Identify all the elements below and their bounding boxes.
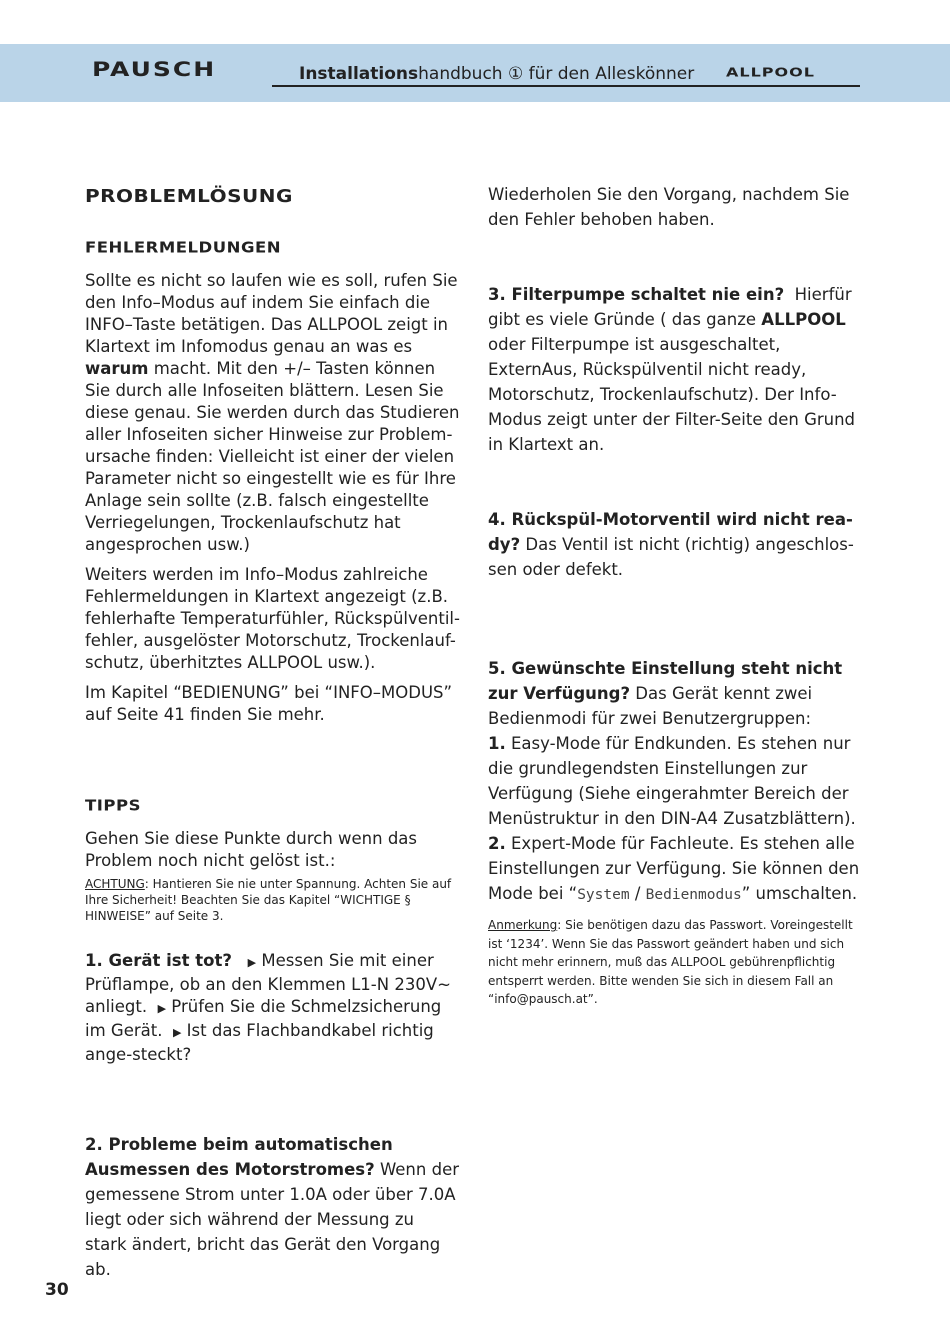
tip-3-title: 3. Filterpumpe schaltet nie ein? [488,285,785,304]
allpool-logo: ALLPOOL [726,65,815,80]
pausch-logo: PAUSCH [92,58,217,81]
menu-path-separator: / [629,884,646,903]
p1-text-b: macht. Mit den +/– Tasten können Sie durch alle Infoseiten blättern. Lesen Sie diese genau. Sie werden durch das Studieren aller Infoseiten sicher Hinweise zur Problem-ursache finden: Vielleicht ist einer der vielen Parameter nicht so eingestellt wie es für Ihre Anlage sein sollte (z.B. falsch eingestellte Verriegelungen, Trockenlaufschutz hat angesprochen usw.) [85,359,460,554]
tip-5-title: 5. Gewünschte Einstellung steht nicht zur Verfügung? [488,659,843,703]
remark-text: : Sie benötigen dazu das Passwort. Voreingestellt ist ‘1234’. Wenn Sie das Passwort geändert haben und sich nicht mehr erinnern, muß das ALLPOOL gebührenpflichtig entsperrt werden. Bitte wenden Sie sich in diesem Fall an “info@pausch.at”. [488,918,853,1006]
tip-2-text: Wenn der gemessene Strom unter 1.0A oder über 7.0A liegt oder sich während der Messung zu stark ändert, bricht das Gerät den Vorgang ab. [85,1160,460,1279]
tip-3-text-a: Hierfür gibt es viele Gründe ( das ganze [488,285,852,329]
header-title [299,64,694,84]
header-title-bold: Installations [299,64,419,84]
header-underline [272,85,860,87]
header-title-rest: handbuch ① für den Alleskönner [418,64,695,84]
tip-4-title: 4. Rückspül-Motorventil wird nicht rea-dy? [488,510,853,554]
subsection-heading-tips: TIPPS [85,796,141,814]
triangle-bullet-icon: ▶ [157,1002,167,1015]
triangle-bullet-icon: ▶ [172,1026,182,1039]
warning-text: : Hantieren Sie nie unter Spannung. Achten Sie auf Ihre Sicherheit! Beachten Sie das Kapitel “WICHTIGE § HINWEISE” auf Seite 3. [85,877,452,923]
remark-label: Anmerkung [488,918,558,932]
page-number: 30 [45,1280,69,1300]
right-column [488,182,863,1009]
tips-intro: Gehen Sie diese Punkte durch wenn das Problem noch nicht gelöst ist.: [85,829,418,870]
tip-item-2 [85,1132,460,1282]
menu-path-system: System [577,887,630,903]
tip-3-bold: ALLPOOL [761,310,846,329]
p1-bold: warum [85,359,149,378]
mode-2-text: Expert-Mode für Fachleute. Es stehen alle Einstellungen zur Verfügung. Sie können den Mode bei “ [488,834,860,903]
tip-1-a: Messen Sie mit einer Prüflampe, ob an den Klemmen L1-N 230V~ anliegt. [85,951,451,1016]
errors-paragraph-1 [85,270,460,556]
tip-3-text-b: oder Filterpumpe ist ausgeschaltet, ExternAus, Rückspülventil nicht ready, Motorschutz, Trockenlaufschutz). Der Info-Modus zeigt unter der Filter-Seite den Grund in Klartext an. [488,335,856,454]
tip-item-1 [85,950,460,1066]
left-column [85,180,460,1282]
tip-2-continuation: Wiederholen Sie den Vorgang, nachdem Sie den Fehler behoben haben. [488,185,850,229]
remark-note [488,916,863,1009]
tip-5-text: Das Gerät kennt zwei Bedienmodi für zwei Benutzergruppen: [488,684,813,728]
p1-text-a: Sollte es nicht so laufen wie es soll, rufen Sie den Info–Modus auf indem Sie einfach die INFO–Taste betätigen. Das ALLPOOL zeigt in Klartext im Infomodus genau an was es [85,271,458,356]
errors-paragraph-2: Weiters werden im Info–Modus zahlreiche Fehlermeldungen in Klartext angezeigt (z.B. fehlerhafte Temperaturfühler, Rückspülventil-fehler, ausgelöster Motorschutz, Trockenlauf-schutz, überhitztes ALLPOOL usw.). [85,565,460,672]
tip-4-text: Das Ventil ist nicht (richtig) angeschlos-sen oder defekt. [488,535,854,579]
page-header [0,44,950,102]
triangle-bullet-icon: ▶ [247,956,257,969]
tip-1-b: Prüfen Sie die Schmelzsicherung im Gerät. [85,997,442,1040]
tip-2-title: 2. Probleme beim automatischen Ausmessen des Motorstromes? [85,1135,393,1179]
section-heading: PROBLEMLÖSUNG [85,185,293,207]
tip-5-mode-2 [488,831,863,908]
warning-label: ACHTUNG [85,877,145,891]
tip-1-c: Ist das Flachbandkabel richtig ange-steckt? [85,1021,434,1064]
tip-1-title: 1. Gerät ist tot? [85,951,232,970]
tip-item-4 [488,507,863,582]
tip-item-3 [488,282,863,457]
mode-2-end: ” umschalten. [741,884,858,903]
tip-5-mode-1 [488,731,863,831]
tip-item-5 [488,656,863,731]
mode-1-number: 1. [488,734,506,753]
warning-note [85,876,460,924]
mode-1-text: Easy-Mode für Endkunden. Es stehen nur die grundlegendsten Einstellungen zur Verfügung (Siehe eingerahmter Bereich der Menüstruktur in den DIN-A4 Zusatzblättern). [488,734,856,828]
errors-paragraph-3: Im Kapitel “BEDIENUNG” bei “INFO–MODUS” auf Seite 41 finden Sie mehr. [85,683,453,724]
subsection-heading-errors: FEHLERMELDUNGEN [85,238,282,256]
menu-path-mode: Bedienmodus [645,887,742,903]
mode-2-number: 2. [488,834,506,853]
